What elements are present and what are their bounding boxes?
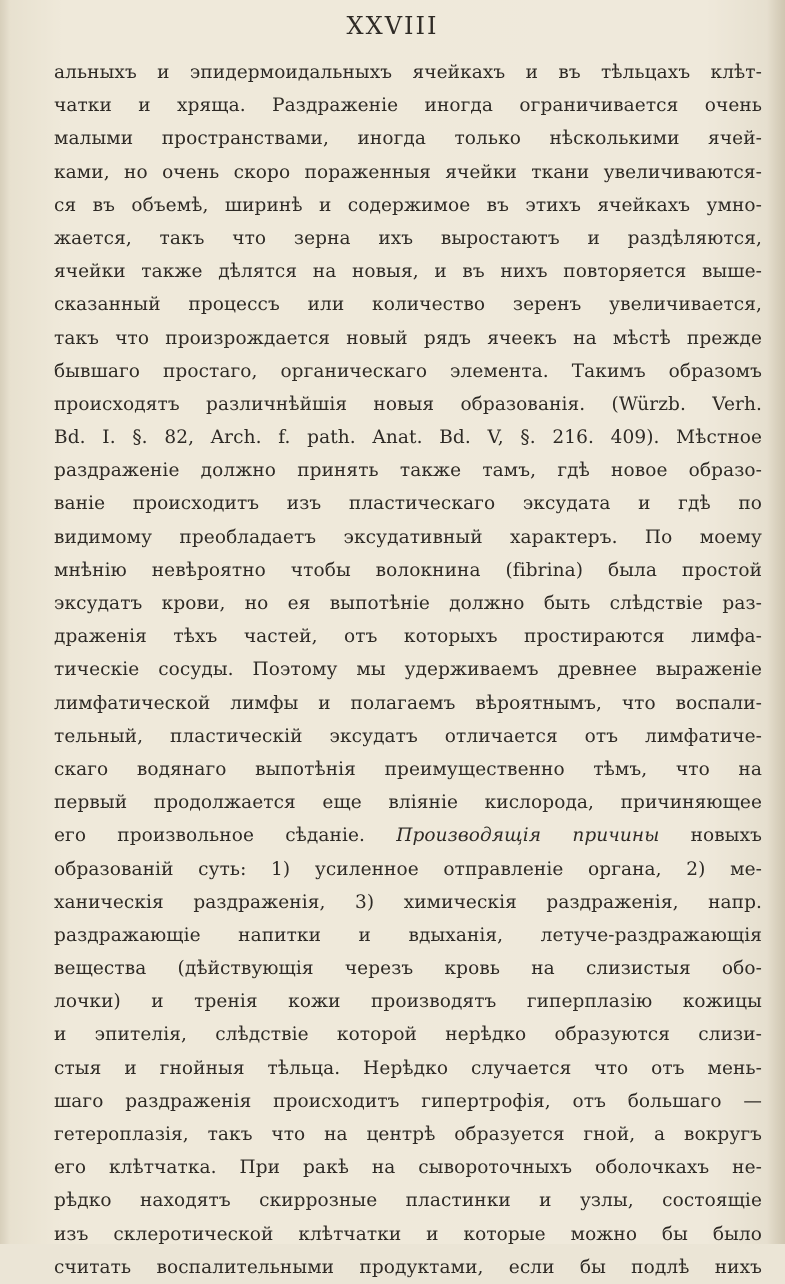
text-line: вещества (дѣйствующія черезъ кровь на слизистыя обо-: [54, 958, 762, 980]
text-line: альныхъ и эпидермоидальныхъ ячейкахъ и въ тѣльцахъ клѣт-: [54, 62, 762, 83]
text-line: мнѣнію невѣроятно чтобы волокнина (fibrina) была простой: [54, 559, 762, 581]
text-line: видимому преобладаетъ эксудативный характеръ. По моему: [54, 526, 762, 548]
page-left-edge: [0, 0, 10, 1244]
text-line: стыя и гнойныя тѣльца. Нерѣдко случается что отъ мень-: [54, 1057, 762, 1079]
text-line: бывшаго простаго, органическаго элемента. Такимъ образомъ: [54, 360, 762, 382]
text-line: образованій суть: 1) усиленное отправленіе органа, 2) ме-: [54, 858, 762, 880]
page-number-header: XXVIII: [346, 12, 439, 40]
text-line: гетероплазія, такъ что на центрѣ образуется гной, а вокругъ: [54, 1124, 762, 1145]
text-line: ками, но очень скоро пораженныя ячейки ткани увеличиваются-: [54, 161, 762, 183]
text-line: первый продолжается еще вліяніе кислорода, причиняющее: [54, 792, 762, 814]
italic-phrase: Производящія причины: [396, 825, 660, 847]
text-line: эксудатъ крови, но ея выпотѣніе должно быть слѣдствіе раз-: [54, 593, 762, 614]
text-line: изъ склеротической клѣтчатки и которые можно бы было: [54, 1223, 762, 1245]
text-line: и эпителія, слѣдствіе которой нерѣдко образуются слизи-: [54, 1024, 762, 1046]
body-text: [54, 56, 762, 1284]
text-line: сказанный процессъ или количество зеренъ увеличивается,: [54, 294, 762, 316]
page-right-edge: [767, 0, 785, 1244]
text-line: жается, такъ что зерна ихъ выростаютъ и раздѣляются,: [54, 227, 762, 249]
text-line: раздраженіе должно принять также тамъ, гдѣ новое образо-: [54, 460, 762, 482]
text-line: ваніе происходитъ изъ пластическаго эксудата и гдѣ по: [54, 493, 762, 515]
text-line: тическіе сосуды. Поэтому мы удерживаемъ древнее выраженіе: [54, 659, 762, 681]
text-line: считать воспалительными продуктами, если бы подлѣ нихъ: [54, 1256, 762, 1278]
text-line: рѣдко находятъ скиррозные пластинки и узлы, состоящіе: [54, 1190, 762, 1212]
text-line: ячейки также дѣлятся на новыя, и въ нихъ повторяется выше-: [54, 261, 762, 283]
text-line: драженія тѣхъ частей, отъ которыхъ простираются лимфа-: [54, 626, 762, 648]
text-line: Bd. I. §. 82, Arch. f. path. Anat. Bd. V, §. 216. 409). Мѣстное: [54, 427, 762, 449]
text-line: его клѣтчатка. При ракѣ на сывороточныхъ оболочкахъ не-: [54, 1157, 762, 1179]
text-line: малыми пространствами, иногда только нѣсколькими ячей-: [54, 128, 762, 150]
text-line: такъ что произрождается новый рядъ ячеекъ на мѣстѣ прежде: [54, 327, 762, 349]
text-line: чатки и хряща. Раздраженіе иногда ограничивается очень: [54, 95, 762, 117]
text-line: скаго водянаго выпотѣнія преимущественно тѣмъ, что на: [54, 758, 762, 780]
text-line: раздражающіе напитки и вдыханія, летуче-раздражающія: [54, 924, 762, 946]
text-line: лочки) и тренія кожи производятъ гиперплазію кожицы: [54, 991, 762, 1013]
text-line: ханическія раздраженія, 3) химическія раздраженія, напр.: [54, 891, 762, 913]
text-line: тельный, пластическій эксудатъ отличается отъ лимфатиче-: [54, 725, 762, 747]
text-line: его произвольное сѣданіе. Производящія причины новыхъ: [54, 825, 762, 847]
text-line: происходятъ различнѣйшія новыя образованія. (Würzb. Verh.: [54, 393, 762, 415]
text-line: шаго раздраженія происходитъ гипертрофія, отъ большаго —: [54, 1090, 762, 1112]
text-line: ся въ объемѣ, ширинѣ и содержимое въ этихъ ячейкахъ умно-: [54, 194, 762, 216]
text-line: лимфатической лимфы и полагаемъ вѣроятнымъ, что воспали-: [54, 692, 762, 714]
